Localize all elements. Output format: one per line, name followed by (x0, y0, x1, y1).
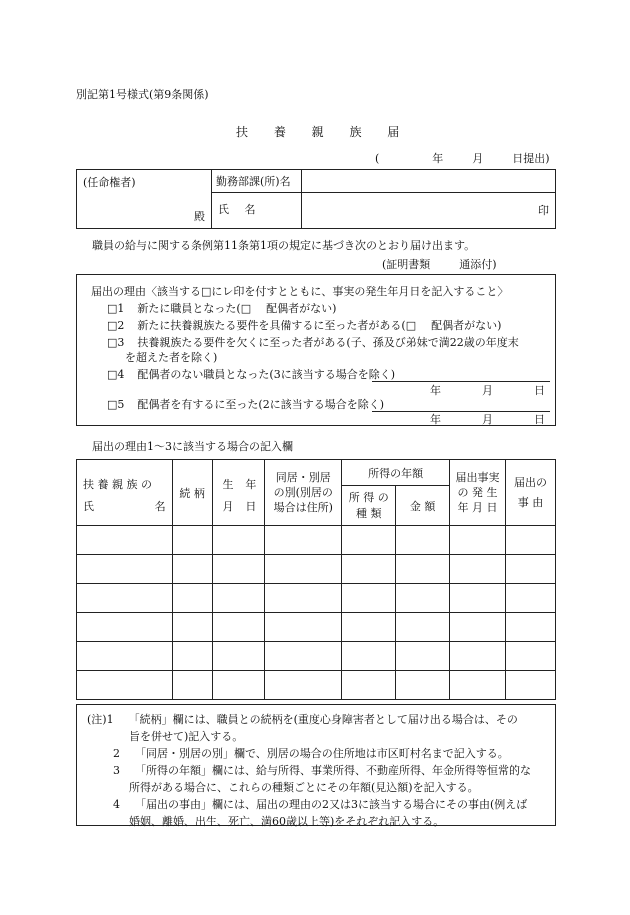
cell-fact-date[interactable] (450, 555, 506, 584)
name-field[interactable] (302, 193, 556, 229)
cell-income-type[interactable] (342, 671, 396, 700)
note-1-text-b: 旨を併せて)記入する。 (129, 730, 244, 743)
cell-birthdate[interactable] (212, 671, 265, 700)
cell-income-type[interactable] (342, 613, 396, 642)
note-2-num: 2 (113, 747, 120, 760)
header-birth-a2: 年 (245, 478, 257, 491)
cell-income-type[interactable] (342, 526, 396, 555)
reason-item-4[interactable] (107, 366, 395, 382)
cell-amount[interactable] (396, 642, 450, 671)
cell-cohabitation[interactable] (265, 642, 342, 671)
submit-date-day: 日提出) (512, 152, 550, 165)
note-4-num: 4 (113, 798, 120, 811)
reason-item-1[interactable] (107, 300, 336, 316)
cell-relation[interactable] (172, 584, 212, 613)
cell-birthdate[interactable] (212, 526, 265, 555)
table-row (77, 671, 556, 700)
note-3-num: 3 (113, 764, 120, 777)
header-amount (396, 486, 450, 526)
header-fact-2: の 発 生 (457, 486, 498, 499)
appointer-cell (77, 170, 212, 229)
cell-reason[interactable] (506, 526, 556, 555)
cell-birthdate[interactable] (212, 613, 265, 642)
note-3-text-a: 「所得の年額」欄には、給与所得、事業所得、不動産所得、年金所得等恒常的な (135, 764, 531, 777)
cell-amount[interactable] (396, 555, 450, 584)
reason-4-day: 日 (534, 384, 545, 397)
cell-relation[interactable] (172, 555, 212, 584)
header-income-type (342, 486, 396, 526)
header-reason-2: 事 由 (517, 495, 544, 509)
table-row (77, 555, 556, 584)
header-relation (172, 460, 212, 526)
department-label: 勤務部課(所)名 (216, 175, 291, 188)
attachment-note (382, 256, 497, 272)
header-fact-1: 届出事実 (455, 471, 500, 484)
cell-amount[interactable] (396, 526, 450, 555)
header-fact-date (450, 460, 506, 526)
note-1-text-a: 「続柄」欄には、職員との続柄を(重度心身障害者として届け出る場合は、その (128, 713, 518, 726)
reason-5-month: 月 (482, 413, 493, 426)
cell-fact-date[interactable] (450, 584, 506, 613)
submit-date-month: 月 (472, 152, 484, 165)
cell-cohabitation[interactable] (265, 555, 342, 584)
cell-birthdate[interactable] (212, 584, 265, 613)
cell-reason[interactable] (506, 613, 556, 642)
cell-name[interactable] (77, 584, 173, 613)
header-annual-income (342, 460, 450, 486)
reasons-heading: 届出の理由〈該当する□にレ印を付すとともに、事実の発生年月日を記入すること〉 (91, 285, 509, 298)
reason-5-date (430, 411, 545, 427)
cell-fact-date[interactable] (450, 526, 506, 555)
header-amount-label: 金 額 (409, 499, 436, 513)
note-1 (87, 711, 545, 728)
header-cohab-3: 場合は住所) (273, 501, 333, 514)
cell-name[interactable] (77, 526, 173, 555)
note-4-text-a: 「届出の事由」欄には、届出の理由の2又は3に該当する場合にその事由(例えば (135, 798, 528, 811)
header-birth-b2: 日 (245, 500, 257, 513)
note-4-text-b: 婚姻、離婚、出生、死亡、満60歳以上等)をそれぞれ記入する。 (129, 815, 445, 828)
cell-name[interactable] (77, 671, 173, 700)
reason-1-sub-checkbox[interactable]: □ (240, 302, 252, 315)
cell-relation[interactable] (172, 642, 212, 671)
header-income-type-1: 所 得 の (348, 490, 389, 504)
submit-date-open: ( (375, 152, 380, 165)
reason-3-cont: を超えた者を除く) (125, 351, 218, 364)
reason-5-day: 日 (534, 413, 545, 426)
header-income-type-2: 種 類 (355, 506, 382, 520)
header-table (76, 169, 556, 229)
reason-2-sub-text: 配偶者がない) (431, 319, 502, 332)
attachment-prefix: (証明書類 (382, 258, 431, 271)
reason-5-text: 配偶者を有するに至った(2に該当する場合を除く) (137, 398, 384, 411)
cell-relation[interactable] (172, 526, 212, 555)
name-label: 氏 名 (218, 203, 256, 216)
form-label: 別記第1号様式(第9条関係) (76, 88, 209, 101)
reason-4-checkbox[interactable]: □4 (107, 368, 125, 381)
cell-cohabitation[interactable] (265, 613, 342, 642)
cell-name[interactable] (77, 613, 173, 642)
cell-reason[interactable] (506, 642, 556, 671)
cell-amount[interactable] (396, 613, 450, 642)
cell-relation[interactable] (172, 613, 212, 642)
table-caption: 届出の理由1〜3に該当する場合の記入欄 (92, 440, 293, 453)
cell-income-type[interactable] (342, 642, 396, 671)
cell-name[interactable] (77, 555, 173, 584)
cell-birthdate[interactable] (212, 642, 265, 671)
table-row (77, 584, 556, 613)
note-2-text-a: 「同居・別居の別」欄で、別居の場合の住所地は市区町村名まで記入する。 (135, 747, 509, 760)
honorific-label: 殿 (194, 210, 205, 223)
cell-birthdate[interactable] (212, 555, 265, 584)
notes-box (76, 704, 556, 826)
table-row (77, 613, 556, 642)
attachment-suffix: 通添付) (459, 258, 497, 271)
cell-fact-date[interactable] (450, 613, 506, 642)
reason-3-checkbox[interactable]: □3 (107, 336, 125, 349)
cell-cohabitation[interactable] (265, 584, 342, 613)
reason-5-checkbox[interactable]: □5 (107, 398, 125, 411)
cell-fact-date[interactable] (450, 642, 506, 671)
reason-item-5[interactable] (107, 396, 384, 412)
cell-relation[interactable] (172, 671, 212, 700)
header-cohab-1: 同居・別居 (275, 471, 331, 484)
statement: 職員の給与に関する条例第11条第1項の規定に基づき次のとおり届け出ます。 (92, 239, 476, 252)
header-reason (506, 460, 556, 526)
header-birthdate (212, 460, 265, 526)
header-cohabitation (265, 460, 342, 526)
header-fact-3: 年 月 日 (457, 501, 498, 514)
note-1-num: 1 (106, 713, 114, 726)
department-label-cell (212, 170, 302, 193)
reason-4-text: 配偶者のない職員となった(3に該当する場合を除く) (137, 368, 395, 381)
cell-amount[interactable] (396, 584, 450, 613)
reason-2-checkbox[interactable]: □2 (107, 319, 125, 332)
dependents-table (76, 459, 556, 700)
reason-2-text: 新たに扶養親族たる要件を具備するに至った者がある( (137, 319, 406, 332)
header-birth-b1: 月 (222, 500, 234, 513)
reason-1-checkbox[interactable]: □1 (107, 302, 125, 315)
note-3-text-b: 所得がある場合に、これらの種類ごとにその年額(見込額)を記入する。 (129, 781, 479, 794)
cell-income-type[interactable] (342, 555, 396, 584)
page-title: 扶 養 親 族 届 (236, 125, 404, 139)
reason-4-month: 月 (482, 384, 493, 397)
cell-name[interactable] (77, 642, 173, 671)
reasons-box (76, 274, 556, 426)
reason-item-3[interactable] (107, 334, 519, 350)
cell-cohabitation[interactable] (265, 671, 342, 700)
header-dependent-name-a: 扶 養 親 族 の (83, 478, 152, 491)
name-label-cell (212, 193, 302, 229)
notes-prefix: (注) (87, 713, 107, 726)
header-birth-a1: 生 (222, 478, 234, 491)
reason-1-text: 新たに職員となった( (137, 302, 241, 315)
header-dependent-name-b1: 氏 (83, 500, 94, 513)
note-2 (87, 745, 545, 762)
note-3 (87, 762, 545, 779)
submit-date-year: 年 (432, 152, 444, 165)
submit-date (375, 150, 550, 166)
department-field[interactable] (302, 170, 556, 193)
reason-5-year: 年 (430, 413, 441, 426)
cell-income-type[interactable] (342, 584, 396, 613)
reason-3-text: 扶養親族たる要件を欠くに至った者がある(子、孫及び弟妹で満22歳の年度末 (137, 336, 519, 349)
header-annual-income-label: 所得の年額 (368, 466, 424, 480)
note-4 (87, 796, 545, 813)
cell-reason[interactable] (506, 555, 556, 584)
header-cohab-2: の別(別居の (273, 486, 333, 499)
header-dependent-name-b2: 名 (154, 500, 166, 513)
cell-reason[interactable] (506, 671, 556, 700)
table-row (77, 642, 556, 671)
reason-4-year: 年 (430, 384, 441, 397)
cell-cohabitation[interactable] (265, 526, 342, 555)
cell-amount[interactable] (396, 671, 450, 700)
header-relation-label: 続 柄 (179, 486, 205, 500)
reason-2-sub-checkbox[interactable]: □ (405, 319, 417, 332)
cell-reason[interactable] (506, 584, 556, 613)
reason-item-2[interactable] (107, 317, 501, 333)
cell-fact-date[interactable] (450, 671, 506, 700)
seal-mark: 印 (538, 204, 549, 217)
appointer-label: (任命権者) (83, 176, 136, 189)
header-dependent-name (77, 460, 173, 526)
header-reason-1: 届出の (514, 475, 547, 489)
reason-1-sub-text: 配偶者がない) (266, 302, 337, 315)
reason-4-date (430, 382, 545, 398)
table-row (77, 526, 556, 555)
